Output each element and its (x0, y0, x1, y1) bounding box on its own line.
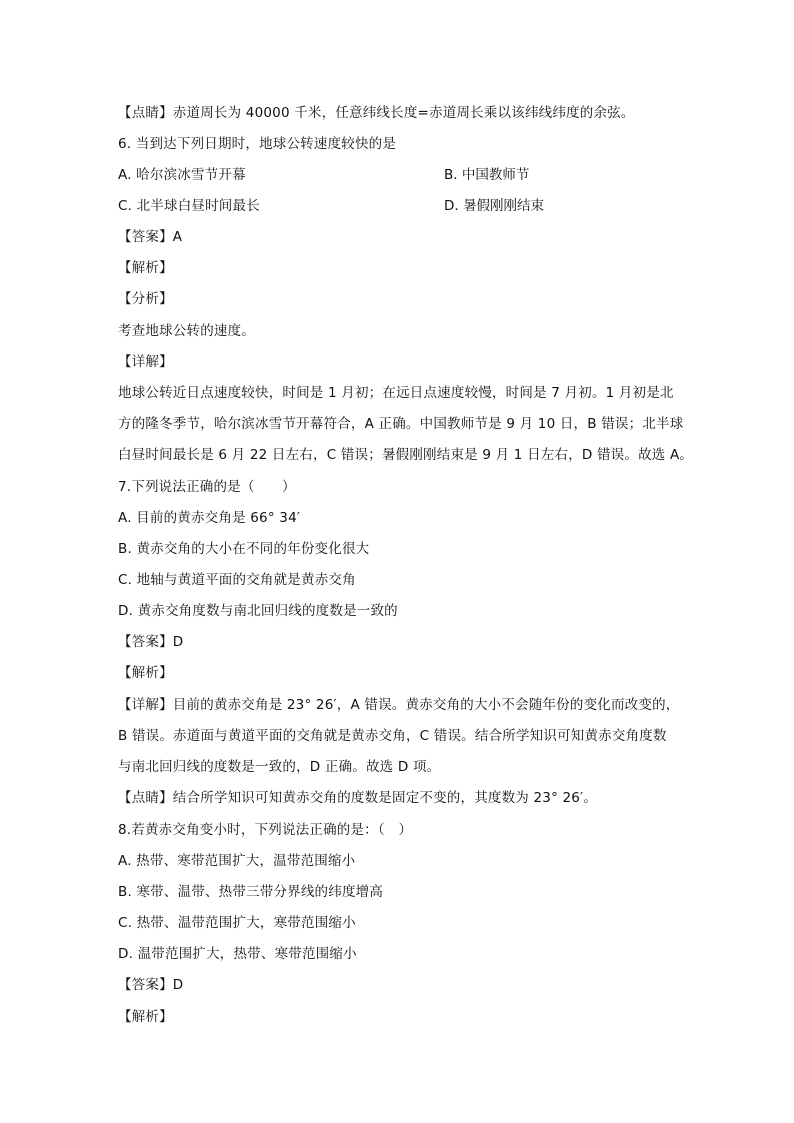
q6-fenxi: 【分析】 (118, 291, 173, 307)
q7-option-a: A. 目前的黄赤交角是 66° 34′ (118, 510, 301, 526)
q8-option-a: A. 热带、寒带范围扩大，温带范围缩小 (118, 853, 356, 869)
q7-stem: 7.下列说法正确的是（ ） (118, 479, 296, 495)
q8-stem: 8.若黄赤交角变小时，下列说法正确的是：（ ） (118, 822, 413, 838)
q7-answer: 【答案】D (118, 634, 184, 650)
q6-option-a: A. 哈尔滨冰雪节开幕 (118, 167, 246, 183)
q6-jiexi: 【解析】 (118, 260, 173, 276)
q8-option-c: C. 热带、温带范围扩大，寒带范围缩小 (118, 915, 356, 931)
q6-option-d: D. 暑假刚刚结束 (444, 198, 544, 214)
q7-dianjing: 【点睛】结合所学知识可知黄赤交角的度数是固定不变的，其度数为 23° 26′。 (118, 790, 598, 806)
q8-option-b: B. 寒带、温带、热带三带分界线的纬度增高 (118, 884, 384, 900)
q7-option-d: D. 黄赤交角度数与南北回归线的度数是一致的 (118, 603, 398, 619)
q8-option-d: D. 温带范围扩大，热带、寒带范围缩小 (118, 946, 357, 962)
q6-detail-3: 白昼时间最长是 6 月 22 日左右，C 错误；暑假刚刚结束是 9 月 1 日左右，D 错误。故选 A。 (118, 447, 694, 463)
q7-option-b: B. 黄赤交角的大小在不同的年份变化很大 (118, 541, 370, 557)
q7-option-c: C. 地轴与黄道平面的交角就是黄赤交角 (118, 572, 356, 588)
q6-stem: 6. 当到达下列日期时，地球公转速度较快的是 (118, 136, 397, 152)
dianjing-note-1: 【点睛】赤道周长为 40000 千米，任意纬线长度=赤道周长乘以该纬线纬度的余弦。 (118, 105, 635, 121)
q6-xiangjie: 【详解】 (118, 354, 173, 370)
q7-detail-2: B 错误。赤道面与黄道平面的交角就是黄赤交角，C 错误。结合所学知识可知黄赤交角度数 (118, 728, 667, 744)
q6-detail-1: 地球公转近日点速度较快，时间是 1 月初；在远日点速度较慢，时间是 7 月初。1 月初是北 (118, 385, 674, 401)
q6-answer: 【答案】A (118, 229, 183, 245)
q6-option-c: C. 北半球白昼时间最长 (118, 198, 260, 214)
q6-option-b: B. 中国教师节 (444, 167, 530, 183)
q8-answer: 【答案】D (118, 977, 184, 993)
q6-detail-2: 方的隆冬季节，哈尔滨冰雪节开幕符合，A 正确。中国教师节是 9 月 10 日，B 错误；北半球 (118, 416, 684, 432)
q7-detail-1: 【详解】目前的黄赤交角是 23° 26′，A 错误。黄赤交角的大小不会随年份的变化而改变的， (118, 697, 680, 713)
q8-jiexi: 【解析】 (118, 1009, 173, 1025)
q7-detail-3: 与南北回归线的度数是一致的，D 正确。故选 D 项。 (118, 759, 441, 775)
q7-jiexi: 【解析】 (118, 665, 173, 681)
q6-fenxi-text: 考查地球公转的速度。 (118, 323, 255, 339)
